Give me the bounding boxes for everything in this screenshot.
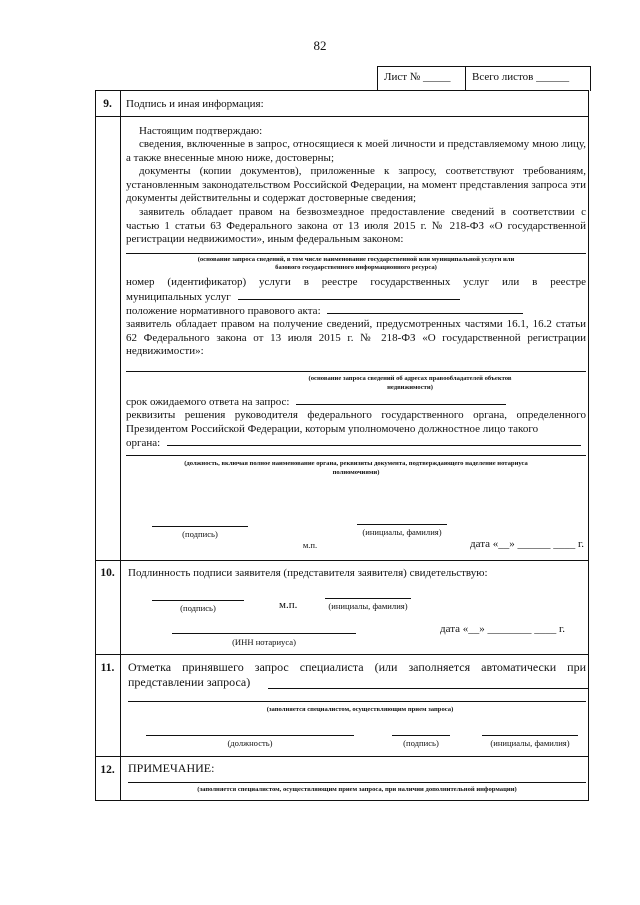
total-sheets-label: Всего листов ______ bbox=[472, 71, 570, 83]
legal-act-label: положение нормативного правового акта: bbox=[126, 305, 321, 317]
stamp-place-label: м.п. bbox=[302, 540, 318, 550]
section-11-title: Отметка принявшего запрос специалиста (или заполняется автоматически при представлении запроса) bbox=[128, 660, 586, 689]
initials-line[interactable] bbox=[357, 524, 447, 525]
sheet-number-label: Лист № _____ bbox=[378, 67, 466, 91]
decision-details-paragraph: реквизиты решения руководителя федерального государственного органа, определенного Президентом Российской Федерации, которым уполномочено должностное лицо такого bbox=[126, 409, 586, 435]
specialist-initials-caption: (инициалы, фамилия) bbox=[490, 738, 570, 748]
position-input-line[interactable] bbox=[126, 455, 586, 456]
position-caption-2: полномочиями) bbox=[332, 469, 380, 476]
specialist-input-line[interactable] bbox=[128, 701, 586, 702]
section-12-title: ПРИМЕЧАНИЕ: bbox=[128, 761, 215, 775]
section-9-number: 9. bbox=[103, 98, 112, 110]
specialist-position-caption: (должность) bbox=[227, 738, 273, 748]
address-basis-caption-1: (основание запроса сведений об адресах правообладателей объектов bbox=[308, 375, 512, 382]
row-divider-9-10 bbox=[95, 560, 589, 561]
initials-caption: (инициалы, фамилия) bbox=[362, 527, 442, 537]
basis-caption-1: (основание запроса сведений, в том числе наименование государственной или муниципальной услуги или bbox=[197, 256, 515, 263]
specialist-signature-caption: (подпись) bbox=[403, 738, 439, 748]
signature-caption: (подпись) bbox=[182, 529, 218, 539]
address-basis-input-line[interactable] bbox=[126, 371, 586, 372]
notary-inn-line[interactable] bbox=[172, 633, 356, 634]
section-11-number: 11. bbox=[100, 662, 115, 674]
signature-line[interactable] bbox=[152, 526, 248, 527]
notary-initials-caption: (инициалы, фамилия) bbox=[328, 601, 408, 611]
decision-details-field[interactable] bbox=[167, 436, 581, 446]
paragraph-address-right: заявитель обладает правом на получение сведений, предусмотренных частями 16.1, 16.2 статьи 62 Федерального закона от 13 июля 2015 г. № 218-ФЗ «О государственной регистрации недвижимости»: bbox=[126, 318, 586, 357]
decision-details-label: органа: bbox=[126, 437, 161, 449]
specialist-signature-line[interactable] bbox=[392, 735, 450, 736]
row-divider-11-12 bbox=[95, 756, 589, 757]
column-divider bbox=[120, 90, 121, 801]
service-number-field[interactable] bbox=[238, 290, 460, 300]
basis-caption-2: базового государственного информационного ресурса) bbox=[275, 264, 437, 271]
confirm-heading: Настоящим подтверждаю: bbox=[139, 125, 263, 137]
sheet-counter-box bbox=[377, 66, 591, 91]
notary-date-field[interactable]: дата «__» ________ ____ г. bbox=[440, 623, 566, 635]
section-12-number: 12. bbox=[100, 764, 115, 776]
address-basis-caption-2: недвижимости) bbox=[387, 384, 433, 391]
section-10-number: 10. bbox=[100, 567, 115, 579]
notary-stamp-label: м.п. bbox=[279, 599, 298, 611]
position-caption-1: (должность, включая полное наименование органа, реквизиты документа, подтверждающего наделение нотариуса bbox=[184, 460, 528, 467]
section-9-title: Подпись и иная информация: bbox=[126, 98, 264, 110]
response-term-label: срок ожидаемого ответа на запрос: bbox=[126, 396, 290, 408]
specialist-mark-line[interactable] bbox=[268, 688, 588, 689]
notary-inn-caption: (ИНН нотариуса) bbox=[232, 637, 296, 647]
note-caption: (заполняется специалистом, осуществляющим прием запроса, при наличии дополнительной информации) bbox=[197, 786, 517, 793]
notary-initials-line[interactable] bbox=[325, 598, 411, 599]
paragraph-personal-data: сведения, включенные в запрос, относящиеся к моей личности и представляемому мною лицу, а также внесенные мною ниже, достоверны; bbox=[126, 138, 586, 164]
service-number-line-1: номер (идентификатор) услуги в реестре государственных услуг или в реестре bbox=[126, 276, 586, 288]
response-term-field[interactable] bbox=[296, 395, 506, 405]
specialist-position-line[interactable] bbox=[146, 735, 354, 736]
basis-input-line[interactable] bbox=[126, 253, 586, 254]
paragraph-documents: документы (копии документов), приложенные к запросу, соответствуют требованиям, установленным законодательством Российской Федерации, на момент представления запроса эти документы действительны и содержат достоверные сведения; bbox=[126, 165, 586, 204]
date-field[interactable]: дата «__» ______ ____ г. bbox=[470, 538, 585, 550]
page-number: 82 bbox=[313, 38, 327, 53]
service-number-line-2: муниципальных услуг bbox=[126, 291, 231, 303]
notary-signature-line[interactable] bbox=[152, 600, 244, 601]
paragraph-free-right: заявитель обладает правом на безвозмездное предоставление сведений в соответствии с частью 1 статьи 63 Федерального закона от 13 июля 2015 г. № 218-ФЗ «О государственной регистрации недвижимости», иным федеральным законом: bbox=[126, 206, 586, 245]
section-10-title: Подлинность подписи заявителя (представителя заявителя) свидетельствую: bbox=[128, 567, 488, 579]
notary-signature-caption: (подпись) bbox=[180, 603, 216, 613]
specialist-caption: (заполняется специалистом, осуществляющим прием запроса) bbox=[266, 706, 454, 713]
note-input-line[interactable] bbox=[128, 782, 586, 783]
specialist-initials-line[interactable] bbox=[482, 735, 578, 736]
legal-act-field[interactable] bbox=[327, 304, 523, 314]
row-divider-10-11 bbox=[95, 654, 589, 655]
row-divider-9-title bbox=[95, 116, 589, 117]
